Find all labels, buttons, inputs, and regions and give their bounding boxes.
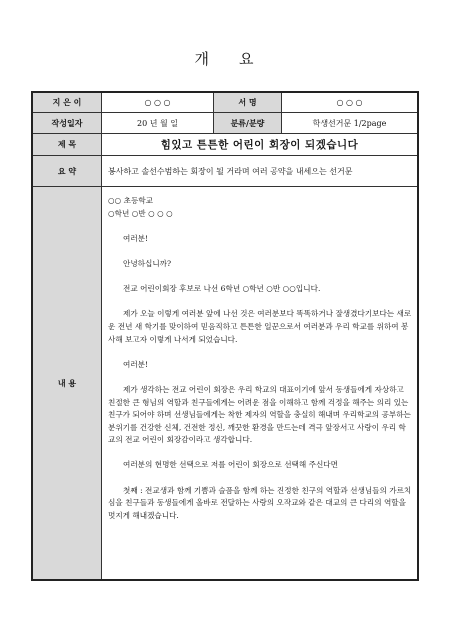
category-value: 학생선거문 1/2page [312, 118, 387, 128]
signature-value: ○ ○ ○ [336, 98, 363, 107]
category-label: 분류/분량 [213, 113, 282, 133]
author-row [33, 93, 417, 113]
paragraph-6: 제가 생각하는 전교 어린이 회장은 우리 학교의 대표이기에 앞서 동생들에게 자상하고 친절한 큰 형님의 역할과 친구들에게는 어려운 점을 이해하고 함께 걱정을 해주는 의리 있는 친구가 되어야 하며 선생님들에게는 착한 제자의 역할을 충실히 해내며 우리학교의 공부하는 분위기를 건강한 신체, 건전한 정신, 깨끗한 환경을 만드는데 격극 앞장서고 사랑이 우리 학교의 전교 어린이 회장감이라고 생각합니다. [108, 384, 411, 445]
subject-value: 힘있고 튼튼한 어린이 회장이 되겠습니다 [160, 139, 359, 151]
subject-row [33, 134, 417, 156]
summary-label: 요 약 [33, 156, 102, 186]
class-line: ○학년 ○반 ○ ○ ○ [108, 208, 173, 218]
paragraph-1: 여러분! [123, 233, 149, 243]
date-label: 작성일자 [33, 113, 102, 133]
date-value: 20 년 월 일 [137, 118, 178, 128]
paragraph-8: 첫째 : 전교생과 함께 기쁨과 슬픔을 함께 하는 진정한 친구의 역할과 선생님들의 가르치심을 친구들과 동생들에게 올바로 전달하는 사랑의 오작교와 같은 대교의 큰 다리의 역할을 멋지게 해내겠습니다. [108, 485, 412, 520]
paragraph-7: 여러분의 현명한 선택으로 저를 어린이 회장으로 선택해 주신다면 [123, 460, 338, 470]
title-char-2: 요 [239, 50, 256, 68]
summary-value: 봉사하고 솔선수범하는 회장이 될 거라며 여러 공약을 내세으는 선거문 [108, 166, 353, 176]
content-body [108, 195, 412, 522]
paragraph-4: 제가 오늘 이렇게 여러분 앞에 나선 것은 여러분보다 똑똑하거나 잘생겼다기보다는 새로운 전년 새 학기를 맞이하여 믿음직하고 튼튼한 일꾼으로서 여러분과 우리 학교를 위하여 봉사해 보고자 이렇게 나서게 되었습니다. [108, 309, 412, 344]
paragraph-3: 전교 어린이회장 후보로 나선 6학년 ○학년 ○반 ○○입니다. [123, 284, 321, 294]
content-label: 내 용 [33, 187, 102, 579]
paragraph-5: 여러분! [123, 359, 149, 369]
signature-label: 서 명 [213, 93, 282, 112]
summary-form [31, 91, 419, 581]
author-value: ○ ○ ○ [144, 98, 171, 107]
date-row [33, 113, 417, 134]
author-label: 지 은 이 [33, 93, 102, 112]
document-title [0, 48, 450, 69]
summary-row [33, 156, 417, 187]
subject-label: 제 목 [33, 134, 102, 155]
school-line: ○○ 초등학교 [108, 196, 154, 205]
paragraph-2: 안녕하십니까? [123, 258, 172, 268]
title-char-1: 개 [194, 50, 211, 68]
